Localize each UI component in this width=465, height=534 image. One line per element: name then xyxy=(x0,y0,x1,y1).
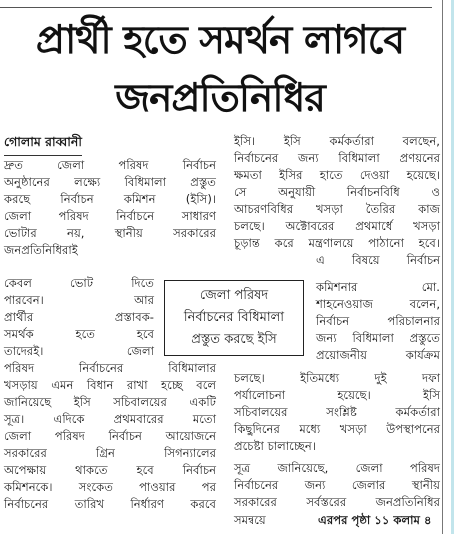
body-line: কিছুদিনের মধ্যে খসড়া উপস্থাপনের xyxy=(234,422,440,436)
body-line: সূত্র। এদিকে প্রথমবারের মতো xyxy=(4,412,216,426)
top-rule xyxy=(0,0,432,8)
body-line: পারবেন। আর xyxy=(4,293,154,307)
body-line: সরকারের সর্বস্তরের জনপ্রতিনিধির xyxy=(234,495,440,509)
pull-quote-line: প্রস্তুত করছে ইসি xyxy=(191,332,277,347)
body-line: নির্বাচন পরিচালনার xyxy=(316,314,440,328)
column-divider-right xyxy=(442,0,443,534)
body-line: চূড়ান্ত করে মন্ত্রণালয়ে পাঠানো হবে। xyxy=(234,236,440,250)
body-line: দ্রুত জেলা পরিষদ নির্বাচন xyxy=(4,158,216,172)
body-line: প্রয়োজনীয় কার্যক্রম xyxy=(316,348,440,362)
pull-quote-box xyxy=(164,280,304,356)
body-line: করছে নির্বাচন কমিশন (ইসি)। xyxy=(4,192,216,206)
pull-quote-line: নির্বাচনের বিধিমালা xyxy=(183,310,285,325)
body-line: নির্বাচনের তারিখ নির্ধারণ করবে xyxy=(4,497,216,511)
body-line: পরিষদ নির্বাচনের বিধিমালার xyxy=(4,361,216,375)
body-line: সরকারের গ্রিন সিগন্যালের xyxy=(4,446,216,460)
continued-on-page: এরপর পৃষ্ঠা ১১ কলাম ৪ xyxy=(318,513,432,527)
body-line: কেবল ভোট দিতে xyxy=(4,276,154,290)
body-line: অনুষ্ঠানের লক্ষ্যে বিধিমালা প্রস্তুত xyxy=(4,175,216,189)
body-line: জানিয়েছে ইসি সচিবালয়ের একটি xyxy=(4,395,216,409)
body-line: সচিবালয়ের সংশ্লিষ্ট কর্মকর্তারা xyxy=(234,405,440,419)
headline-line-2: জনপ্রতিনিধির xyxy=(115,75,325,121)
body-line: ইসি। ইসি কর্মকর্তারা বলছেন, xyxy=(234,134,440,148)
body-line: কমিশনকে। সংকেত পাওয়ার পর xyxy=(4,480,216,494)
body-line: অপেক্ষায় থাকতে হবে নির্বাচন xyxy=(4,463,216,477)
body-line: নির্বাচনের জন্য বিধিমালা প্রণয়নের xyxy=(234,151,440,165)
body-line: জন্য বিধিমালা প্রস্তুতে xyxy=(316,331,440,345)
body-line: জনপ্রতিনিধিরাই xyxy=(4,243,78,257)
page-edge xyxy=(451,0,454,534)
body-line: আচরণবিধির খসড়া তৈরির কাজ xyxy=(234,202,440,216)
body-line: তাদেরই। জেলা xyxy=(4,344,154,358)
body-line: সমর্থক হতে হবে xyxy=(4,327,154,341)
pull-quote-line: জেলা পরিষদ xyxy=(199,288,269,303)
body-line: জেলা পরিষদ নির্বাচনে সাধারণ xyxy=(4,209,216,223)
byline: গোলাম রাব্বানী xyxy=(4,134,82,156)
headline-line-1: প্রার্থী হতে সমর্থন লাগবে xyxy=(35,17,405,63)
body-line: কমিশনার মো. xyxy=(316,280,440,294)
body-line: প্রার্থীর প্রস্তাবক- xyxy=(4,310,154,324)
body-line: খসড়ায় এমন বিধান রাখা হচ্ছে বলে xyxy=(4,378,216,392)
body-line: সূত্র জানিয়েছে, জেলা পরিষদ xyxy=(234,461,440,475)
body-line: এ বিষয়ে নির্বাচন xyxy=(316,253,440,267)
body-line: নির্বাচনের জন্য জেলার স্থানীয় xyxy=(234,478,440,492)
body-line: সে অনুযায়ী নির্বাচনবিধি ও xyxy=(234,185,440,199)
body-line: শাহনেওয়াজ বলেন, xyxy=(316,297,440,311)
body-line: সমন্বয়ে xyxy=(234,513,266,527)
body-line: প্রচেষ্টা চালাচ্ছেন। xyxy=(234,439,316,453)
body-line: পর্যালোচনা হয়েছে। ইসি xyxy=(234,388,440,402)
body-line: চলছে। ইতিমধ্যে দুই দফা xyxy=(234,371,440,385)
body-line: ক্ষমতা ইসির হাতে দেওয়া হয়েছে। xyxy=(234,168,440,182)
body-line: চলছে। অক্টোবরের প্রথমার্ধে খসড়া xyxy=(234,219,440,233)
body-line: ভোটার নয়, স্থানীয় সরকারের xyxy=(4,226,216,240)
body-line: জেলা পরিষদ নির্বাচন আয়োজনে xyxy=(4,429,216,443)
